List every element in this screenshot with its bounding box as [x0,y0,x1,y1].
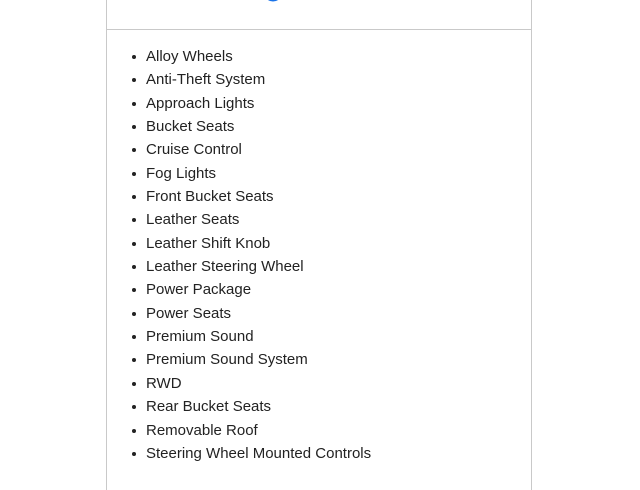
bullet [132,78,136,82]
feature-label: Bucket Seats [146,118,235,136]
feature-list-item [107,138,371,161]
feature-list-item [107,278,371,301]
feature-label: Alloy Wheels [146,48,233,65]
bullet [132,242,136,246]
feature-list-item [107,68,371,91]
feature-label: Cruise Control [146,141,242,159]
feature-list-item [107,442,371,465]
bullet [132,172,136,176]
feature-list-item [107,92,371,115]
feature-label: Removable Roof [146,421,258,439]
feature-list-item [107,255,371,278]
feature-label: Fog Lights [146,164,217,182]
panel-header [107,0,531,30]
feature-list-item [107,45,371,68]
feature-list-item [107,372,371,395]
feature-list-item [107,162,371,185]
feature-list-item [107,302,371,325]
feature-list-item [107,395,371,418]
bullet [132,102,136,106]
bullet [132,55,136,59]
feature-list-item [107,419,371,442]
feature-label: Premium Sound System [146,351,308,369]
feature-list-item [107,232,371,255]
bullet [132,335,136,339]
feature-label: Leather Steering Wheel [146,258,304,276]
bullet [132,382,136,386]
installed-features-panel [106,0,532,490]
bullet [132,125,136,129]
bullet [132,195,136,199]
feature-label: Front Bucket Seats [146,188,274,206]
feature-list-item [107,185,371,208]
info-circle-icon [263,0,283,2]
feature-label: Power Seats [146,304,232,322]
bullet [132,288,136,292]
bullet [132,358,136,362]
feature-list-item [107,325,371,348]
feature-list-item [107,208,371,231]
feature-label: Steering Wheel Mounted Controls [146,444,372,462]
feature-label: Leather Seats [146,211,240,229]
bullet [132,148,136,152]
feature-list-item [107,348,371,371]
feature-label: RWD [146,374,182,392]
bullet [132,452,136,456]
feature-label: Power Package [146,281,252,299]
bullet [132,265,136,269]
feature-label: Anti-Theft System [146,71,266,89]
feature-list [107,45,371,465]
info-icon[interactable] [263,0,283,2]
bullet [132,405,136,409]
feature-label: Rear Bucket Seats [146,398,272,416]
bullet [132,312,136,316]
bullet [132,429,136,433]
feature-label: Premium Sound [146,328,254,346]
feature-label: Leather Shift Knob [146,234,271,252]
feature-list-item [107,115,371,138]
bullet [132,218,136,222]
feature-label: Approach Lights [146,94,255,112]
